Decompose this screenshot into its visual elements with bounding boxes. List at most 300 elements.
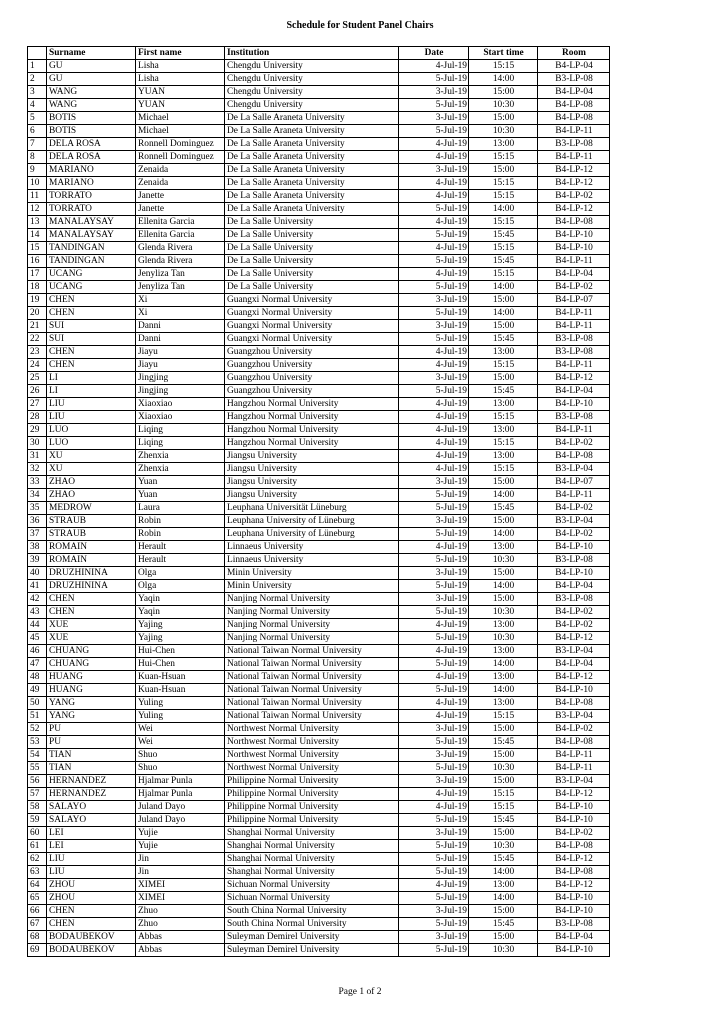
row-index: 16 <box>28 255 47 268</box>
start-time-cell: 15:00 <box>469 515 538 528</box>
first-name-cell: Hui-Chen <box>136 658 225 671</box>
date-cell: 3-Jul-19 <box>399 320 469 333</box>
table-header <box>28 47 610 60</box>
first-name-cell: Zenaida <box>136 177 225 190</box>
table-row <box>28 99 610 112</box>
start-time-cell: 14:00 <box>469 528 538 541</box>
start-time-cell: 15:00 <box>469 827 538 840</box>
start-time-cell: 14:00 <box>469 73 538 86</box>
room-cell: B4-LP-11 <box>538 749 610 762</box>
first-name-cell: Laura <box>136 502 225 515</box>
table-body <box>28 60 610 957</box>
institution-cell: Shanghai Normal University <box>225 853 399 866</box>
first-name-cell: Yuling <box>136 710 225 723</box>
institution-cell: De La Salle Araneta University <box>225 125 399 138</box>
room-cell: B4-LP-07 <box>538 476 610 489</box>
institution-cell: Philippine Normal University <box>225 788 399 801</box>
date-cell: 4-Jul-19 <box>399 346 469 359</box>
row-index: 68 <box>28 931 47 944</box>
date-cell: 4-Jul-19 <box>399 60 469 73</box>
first-name-cell: YUAN <box>136 86 225 99</box>
room-cell: B4-LP-04 <box>538 86 610 99</box>
surname-cell: CHEN <box>47 294 136 307</box>
first-name-cell: Abbas <box>136 944 225 957</box>
row-index: 25 <box>28 372 47 385</box>
institution-cell: Northwest Normal University <box>225 723 399 736</box>
institution-cell: Sichuan Normal University <box>225 892 399 905</box>
room-cell: B3-LP-04 <box>538 515 610 528</box>
table-row <box>28 619 610 632</box>
table-row <box>28 710 610 723</box>
first-name-cell: Xi <box>136 294 225 307</box>
surname-cell: MANALAYSAY <box>47 216 136 229</box>
table-row <box>28 463 610 476</box>
room-cell: B4-LP-12 <box>538 853 610 866</box>
institution-cell: Guangxi Normal University <box>225 320 399 333</box>
date-cell: 5-Jul-19 <box>399 762 469 775</box>
institution-cell: Chengdu University <box>225 86 399 99</box>
institution-cell: Philippine Normal University <box>225 814 399 827</box>
header-first-name: First name <box>136 47 225 60</box>
room-cell: B4-LP-12 <box>538 632 610 645</box>
start-time-cell: 15:45 <box>469 255 538 268</box>
date-cell: 5-Jul-19 <box>399 866 469 879</box>
room-cell: B4-LP-08 <box>538 216 610 229</box>
room-cell: B4-LP-12 <box>538 164 610 177</box>
start-time-cell: 13:00 <box>469 450 538 463</box>
header-surname: Surname <box>47 47 136 60</box>
surname-cell: ZHOU <box>47 892 136 905</box>
header-row <box>28 47 610 60</box>
room-cell: B3-LP-08 <box>538 554 610 567</box>
first-name-cell: Jenyliza Tan <box>136 268 225 281</box>
date-cell: 3-Jul-19 <box>399 372 469 385</box>
row-index: 17 <box>28 268 47 281</box>
table-row <box>28 307 610 320</box>
room-cell: B4-LP-11 <box>538 762 610 775</box>
row-index: 53 <box>28 736 47 749</box>
start-time-cell: 15:00 <box>469 931 538 944</box>
table-row <box>28 125 610 138</box>
first-name-cell: Jingjing <box>136 385 225 398</box>
first-name-cell: Juland Dayo <box>136 801 225 814</box>
table-row <box>28 801 610 814</box>
date-cell: 4-Jul-19 <box>399 411 469 424</box>
surname-cell: TANDINGAN <box>47 255 136 268</box>
start-time-cell: 14:00 <box>469 281 538 294</box>
first-name-cell: Glenda Rivera <box>136 255 225 268</box>
table-row <box>28 554 610 567</box>
start-time-cell: 15:15 <box>469 268 538 281</box>
date-cell: 5-Jul-19 <box>399 814 469 827</box>
header-index <box>28 47 47 60</box>
row-index: 38 <box>28 541 47 554</box>
institution-cell: Minin University <box>225 567 399 580</box>
surname-cell: CHUANG <box>47 658 136 671</box>
row-index: 31 <box>28 450 47 463</box>
institution-cell: De La Salle Araneta University <box>225 190 399 203</box>
room-cell: B4-LP-02 <box>538 606 610 619</box>
date-cell: 3-Jul-19 <box>399 164 469 177</box>
first-name-cell: Ellenita Garcia <box>136 216 225 229</box>
start-time-cell: 14:00 <box>469 658 538 671</box>
institution-cell: De La Salle Araneta University <box>225 112 399 125</box>
surname-cell: CHEN <box>47 593 136 606</box>
room-cell: B4-LP-07 <box>538 294 610 307</box>
room-cell: B4-LP-12 <box>538 177 610 190</box>
first-name-cell: Olga <box>136 580 225 593</box>
surname-cell: WANG <box>47 86 136 99</box>
row-index: 28 <box>28 411 47 424</box>
start-time-cell: 14:00 <box>469 866 538 879</box>
row-index: 63 <box>28 866 47 879</box>
row-index: 15 <box>28 242 47 255</box>
row-index: 39 <box>28 554 47 567</box>
first-name-cell: Lisha <box>136 73 225 86</box>
first-name-cell: Jingjing <box>136 372 225 385</box>
table-row <box>28 905 610 918</box>
start-time-cell: 13:00 <box>469 645 538 658</box>
start-time-cell: 15:45 <box>469 229 538 242</box>
row-index: 54 <box>28 749 47 762</box>
date-cell: 4-Jul-19 <box>399 151 469 164</box>
date-cell: 5-Jul-19 <box>399 203 469 216</box>
surname-cell: CHEN <box>47 307 136 320</box>
surname-cell: STRAUB <box>47 528 136 541</box>
surname-cell: LIU <box>47 853 136 866</box>
start-time-cell: 15:00 <box>469 112 538 125</box>
start-time-cell: 15:00 <box>469 294 538 307</box>
first-name-cell: Herault <box>136 554 225 567</box>
start-time-cell: 15:00 <box>469 905 538 918</box>
date-cell: 5-Jul-19 <box>399 333 469 346</box>
row-index: 60 <box>28 827 47 840</box>
table-row <box>28 723 610 736</box>
row-index: 14 <box>28 229 47 242</box>
surname-cell: YANG <box>47 710 136 723</box>
institution-cell: Linnaeus University <box>225 541 399 554</box>
institution-cell: Suleyman Demirel University <box>225 944 399 957</box>
table-row <box>28 242 610 255</box>
table-row <box>28 684 610 697</box>
room-cell: B4-LP-02 <box>538 528 610 541</box>
first-name-cell: XIMEI <box>136 879 225 892</box>
surname-cell: TORRATO <box>47 203 136 216</box>
start-time-cell: 10:30 <box>469 944 538 957</box>
row-index: 33 <box>28 476 47 489</box>
start-time-cell: 13:00 <box>469 697 538 710</box>
row-index: 10 <box>28 177 47 190</box>
row-index: 21 <box>28 320 47 333</box>
first-name-cell: Xiaoxiao <box>136 398 225 411</box>
first-name-cell: Zhuo <box>136 905 225 918</box>
room-cell: B4-LP-02 <box>538 437 610 450</box>
row-index: 40 <box>28 567 47 580</box>
institution-cell: Northwest Normal University <box>225 736 399 749</box>
first-name-cell: Hjalmar Punla <box>136 775 225 788</box>
start-time-cell: 15:00 <box>469 567 538 580</box>
room-cell: B4-LP-10 <box>538 567 610 580</box>
room-cell: B4-LP-10 <box>538 541 610 554</box>
institution-cell: Guangzhou University <box>225 385 399 398</box>
page-footer: Page 1 of 2 <box>338 987 382 997</box>
start-time-cell: 15:00 <box>469 320 538 333</box>
room-cell: B3-LP-04 <box>538 710 610 723</box>
institution-cell: Leuphana University of Lüneburg <box>225 515 399 528</box>
surname-cell: LIU <box>47 866 136 879</box>
date-cell: 3-Jul-19 <box>399 294 469 307</box>
date-cell: 3-Jul-19 <box>399 476 469 489</box>
start-time-cell: 15:15 <box>469 411 538 424</box>
header-start-time: Start time <box>469 47 538 60</box>
row-index: 67 <box>28 918 47 931</box>
surname-cell: ZHAO <box>47 476 136 489</box>
row-index: 41 <box>28 580 47 593</box>
table-row <box>28 762 610 775</box>
start-time-cell: 14:00 <box>469 489 538 502</box>
row-index: 50 <box>28 697 47 710</box>
table-row <box>28 320 610 333</box>
table-row <box>28 346 610 359</box>
surname-cell: TIAN <box>47 762 136 775</box>
date-cell: 4-Jul-19 <box>399 697 469 710</box>
institution-cell: Guangxi Normal University <box>225 333 399 346</box>
surname-cell: BODAUBEKOV <box>47 931 136 944</box>
first-name-cell: Herault <box>136 541 225 554</box>
surname-cell: XU <box>47 463 136 476</box>
table-row <box>28 138 610 151</box>
room-cell: B3-LP-04 <box>538 775 610 788</box>
table-row <box>28 424 610 437</box>
first-name-cell: Zhuo <box>136 918 225 931</box>
row-index: 30 <box>28 437 47 450</box>
surname-cell: CHEN <box>47 918 136 931</box>
institution-cell: Philippine Normal University <box>225 801 399 814</box>
surname-cell: LIU <box>47 411 136 424</box>
table-row <box>28 281 610 294</box>
institution-cell: De La Salle University <box>225 242 399 255</box>
start-time-cell: 10:30 <box>469 125 538 138</box>
surname-cell: HERNANDEZ <box>47 788 136 801</box>
surname-cell: XUE <box>47 632 136 645</box>
start-time-cell: 15:15 <box>469 177 538 190</box>
room-cell: B4-LP-02 <box>538 723 610 736</box>
room-cell: B4-LP-08 <box>538 840 610 853</box>
date-cell: 4-Jul-19 <box>399 190 469 203</box>
surname-cell: MANALAYSAY <box>47 229 136 242</box>
surname-cell: DRUZHININA <box>47 567 136 580</box>
room-cell: B4-LP-04 <box>538 268 610 281</box>
date-cell: 3-Jul-19 <box>399 905 469 918</box>
row-index: 36 <box>28 515 47 528</box>
institution-cell: Guangzhou University <box>225 346 399 359</box>
first-name-cell: Ronnell Dominguez <box>136 151 225 164</box>
date-cell: 3-Jul-19 <box>399 86 469 99</box>
date-cell: 5-Jul-19 <box>399 853 469 866</box>
row-index: 29 <box>28 424 47 437</box>
first-name-cell: Glenda Rivera <box>136 242 225 255</box>
row-index: 23 <box>28 346 47 359</box>
first-name-cell: Xiaoxiao <box>136 411 225 424</box>
date-cell: 5-Jul-19 <box>399 918 469 931</box>
surname-cell: CHEN <box>47 346 136 359</box>
document-title: Schedule for Student Panel Chairs <box>286 20 434 31</box>
start-time-cell: 14:00 <box>469 307 538 320</box>
row-index: 47 <box>28 658 47 671</box>
table-row <box>28 229 610 242</box>
first-name-cell: XIMEI <box>136 892 225 905</box>
first-name-cell: Jiayu <box>136 346 225 359</box>
table-row <box>28 164 610 177</box>
table-row <box>28 931 610 944</box>
surname-cell: DELA ROSA <box>47 138 136 151</box>
surname-cell: MEDROW <box>47 502 136 515</box>
date-cell: 5-Jul-19 <box>399 606 469 619</box>
start-time-cell: 15:00 <box>469 593 538 606</box>
header-institution: Institution <box>225 47 399 60</box>
date-cell: 5-Jul-19 <box>399 281 469 294</box>
row-index: 27 <box>28 398 47 411</box>
surname-cell: SALAYO <box>47 814 136 827</box>
room-cell: B4-LP-12 <box>538 203 610 216</box>
surname-cell: GU <box>47 73 136 86</box>
room-cell: B3-LP-08 <box>538 411 610 424</box>
row-index: 52 <box>28 723 47 736</box>
surname-cell: LEI <box>47 827 136 840</box>
institution-cell: Hangzhou Normal University <box>225 424 399 437</box>
row-index: 20 <box>28 307 47 320</box>
room-cell: B4-LP-04 <box>538 658 610 671</box>
date-cell: 4-Jul-19 <box>399 177 469 190</box>
start-time-cell: 10:30 <box>469 840 538 853</box>
surname-cell: LUO <box>47 437 136 450</box>
table-row <box>28 268 610 281</box>
institution-cell: De La Salle University <box>225 255 399 268</box>
table-row <box>28 203 610 216</box>
surname-cell: BODAUBEKOV <box>47 944 136 957</box>
room-cell: B3-LP-08 <box>538 333 610 346</box>
institution-cell: Hangzhou Normal University <box>225 411 399 424</box>
first-name-cell: Yuan <box>136 489 225 502</box>
start-time-cell: 15:15 <box>469 437 538 450</box>
date-cell: 3-Jul-19 <box>399 931 469 944</box>
room-cell: B4-LP-08 <box>538 112 610 125</box>
start-time-cell: 14:00 <box>469 684 538 697</box>
first-name-cell: Shuo <box>136 762 225 775</box>
date-cell: 5-Jul-19 <box>399 125 469 138</box>
surname-cell: ZHAO <box>47 489 136 502</box>
date-cell: 3-Jul-19 <box>399 775 469 788</box>
date-cell: 3-Jul-19 <box>399 723 469 736</box>
surname-cell: TORRATO <box>47 190 136 203</box>
table-row <box>28 190 610 203</box>
start-time-cell: 14:00 <box>469 892 538 905</box>
table-row <box>28 749 610 762</box>
room-cell: B3-LP-08 <box>538 346 610 359</box>
room-cell: B4-LP-11 <box>538 125 610 138</box>
institution-cell: Guangxi Normal University <box>225 307 399 320</box>
header-date: Date <box>399 47 469 60</box>
table-row <box>28 489 610 502</box>
table-row <box>28 775 610 788</box>
institution-cell: National Taiwan Normal University <box>225 658 399 671</box>
room-cell: B4-LP-11 <box>538 320 610 333</box>
row-index: 32 <box>28 463 47 476</box>
table-row <box>28 359 610 372</box>
surname-cell: XUE <box>47 619 136 632</box>
date-cell: 5-Jul-19 <box>399 502 469 515</box>
room-cell: B4-LP-12 <box>538 879 610 892</box>
institution-cell: National Taiwan Normal University <box>225 671 399 684</box>
table-row <box>28 73 610 86</box>
start-time-cell: 15:15 <box>469 242 538 255</box>
room-cell: B4-LP-10 <box>538 905 610 918</box>
row-index: 3 <box>28 86 47 99</box>
date-cell: 5-Jul-19 <box>399 99 469 112</box>
surname-cell: WANG <box>47 99 136 112</box>
surname-cell: PU <box>47 736 136 749</box>
institution-cell: Leuphana University of Lüneburg <box>225 528 399 541</box>
row-index: 42 <box>28 593 47 606</box>
room-cell: B4-LP-10 <box>538 229 610 242</box>
start-time-cell: 15:45 <box>469 385 538 398</box>
table-row <box>28 944 610 957</box>
institution-cell: Jiangsu University <box>225 489 399 502</box>
institution-cell: Northwest Normal University <box>225 762 399 775</box>
table-row <box>28 567 610 580</box>
row-index: 46 <box>28 645 47 658</box>
surname-cell: HUANG <box>47 671 136 684</box>
first-name-cell: Wei <box>136 723 225 736</box>
date-cell: 4-Jul-19 <box>399 879 469 892</box>
table-row <box>28 411 610 424</box>
row-index: 11 <box>28 190 47 203</box>
institution-cell: Hangzhou Normal University <box>225 437 399 450</box>
row-index: 1 <box>28 60 47 73</box>
surname-cell: XU <box>47 450 136 463</box>
date-cell: 4-Jul-19 <box>399 463 469 476</box>
room-cell: B3-LP-08 <box>538 138 610 151</box>
date-cell: 4-Jul-19 <box>399 541 469 554</box>
start-time-cell: 13:00 <box>469 346 538 359</box>
row-index: 57 <box>28 788 47 801</box>
date-cell: 5-Jul-19 <box>399 736 469 749</box>
row-index: 8 <box>28 151 47 164</box>
date-cell: 4-Jul-19 <box>399 801 469 814</box>
institution-cell: South China Normal University <box>225 918 399 931</box>
table-row <box>28 736 610 749</box>
row-index: 12 <box>28 203 47 216</box>
table-row <box>28 112 610 125</box>
first-name-cell: Yajing <box>136 632 225 645</box>
start-time-cell: 15:15 <box>469 788 538 801</box>
first-name-cell: Danni <box>136 320 225 333</box>
row-index: 9 <box>28 164 47 177</box>
table-row <box>28 372 610 385</box>
start-time-cell: 10:30 <box>469 606 538 619</box>
table-row <box>28 216 610 229</box>
institution-cell: Guangxi Normal University <box>225 294 399 307</box>
room-cell: B4-LP-10 <box>538 814 610 827</box>
row-index: 18 <box>28 281 47 294</box>
row-index: 13 <box>28 216 47 229</box>
table-row <box>28 814 610 827</box>
room-cell: B4-LP-10 <box>538 684 610 697</box>
start-time-cell: 14:00 <box>469 580 538 593</box>
row-index: 24 <box>28 359 47 372</box>
room-cell: B4-LP-11 <box>538 359 610 372</box>
table-row <box>28 60 610 73</box>
